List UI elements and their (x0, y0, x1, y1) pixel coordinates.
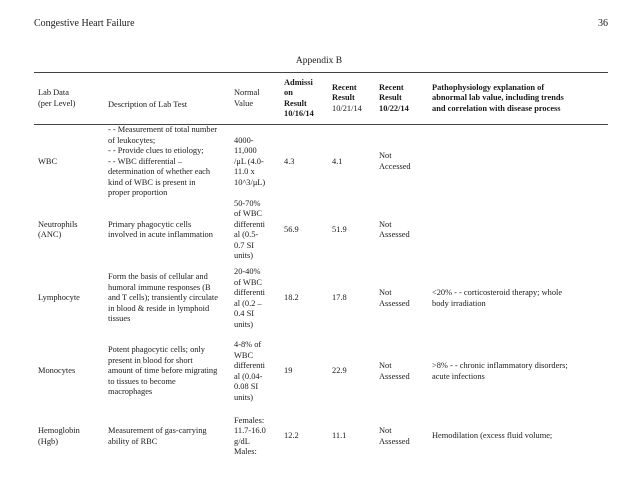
col-header-recent-2 (375, 73, 428, 125)
description-cell-line: amount of time before migrating (108, 366, 218, 376)
recent-result-2-cell (375, 408, 428, 466)
recent-result-2-cell-line: Assessed (379, 436, 410, 446)
pathophysiology-cell (428, 262, 608, 336)
pathophysiology-cell (428, 336, 608, 408)
normal-value-cell (230, 336, 280, 408)
recent-result-2-cell-line: Assessed (379, 371, 410, 381)
normal-value-cell (230, 262, 280, 336)
admission-result-cell: 18.2 (284, 293, 299, 303)
normal-value-cell-line: 0.4 SI (234, 309, 255, 318)
lab-name-cell-line: Monocytes (38, 366, 76, 376)
normal-value-cell-line: /μL (4.0- (234, 156, 264, 166)
col-header-text: Result (332, 93, 355, 103)
recent-result-2-cell-line: Not (379, 361, 392, 370)
description-cell (104, 336, 230, 408)
pathophysiology-cell (428, 199, 608, 262)
normal-value-cell-line: 11.0 x (234, 167, 255, 176)
col-header-text: Lab Data (38, 88, 69, 97)
lab-name-cell (34, 125, 104, 199)
recent-result-2-cell-line: Assessed (379, 298, 410, 308)
description-cell-line: of leukocytes; (108, 135, 156, 145)
col-header-normal (230, 73, 280, 125)
admission-result-cell: 4.3 (284, 156, 295, 166)
recent-result-1-cell: 22.9 (332, 366, 347, 376)
recent-result-1-cell: 17.8 (332, 293, 347, 303)
normal-value-cell-line: 0.08 SI (234, 382, 259, 391)
lab-data-table (34, 72, 608, 466)
lab-name-cell-line: Lymphocyte (38, 293, 80, 303)
normal-value-cell-line: WBC (234, 350, 254, 360)
lab-name-cell (34, 199, 104, 262)
col-header-text: 10/16/14 (284, 109, 314, 118)
description-cell-line: - - Measurement of total number (108, 125, 218, 134)
normal-value-cell-line: units) (234, 392, 254, 402)
recent-result-2-cell (375, 125, 428, 199)
normal-value-cell-line: of WBC (234, 277, 262, 287)
col-header-description: Description of Lab Test (104, 73, 230, 125)
col-header-text: Recent (379, 82, 404, 92)
normal-value-cell-line: differenti (234, 219, 266, 229)
col-header-recent-1 (328, 73, 375, 125)
description-cell-line: - - WBC differential – (108, 156, 183, 166)
normal-value-cell-line: al (0.04- (234, 371, 263, 381)
lab-name-cell-line: (ANC) (38, 230, 62, 239)
pathophysiology-cell-line: Hemodilation (excess fluid volume; (432, 431, 553, 441)
col-header-text: 10/22/14 (379, 103, 409, 113)
description-cell-line: Potent phagocytic cells; only (108, 345, 205, 355)
normal-value-cell-line: 20-40% (234, 267, 261, 276)
description-cell-line: ability of RBC (108, 436, 158, 446)
pathophysiology-cell-line: <20% - - corticosteroid therapy; whole (432, 288, 563, 297)
description-cell-line: macrophages (108, 387, 153, 397)
col-header-text: Admissi (284, 77, 313, 87)
description-cell-line: Measurement of gas-carrying (108, 426, 207, 435)
normal-value-cell-line: al (0.2 – (234, 298, 262, 308)
normal-value-cell-line: 50-70% (234, 198, 261, 208)
description-cell-line: and T cells); transiently circulate (108, 293, 218, 303)
normal-value-cell-line: differenti (234, 288, 266, 297)
normal-value-cell-line: 4000- (234, 135, 254, 145)
table-row (34, 125, 608, 199)
lab-name-cell (34, 408, 104, 466)
description-cell-line: present in blood for short (108, 355, 193, 365)
description-cell-line: in blood & reside in lymphoid (108, 303, 210, 313)
recent-result-2-cell (375, 336, 428, 408)
normal-value-cell-line: 10^3/μL) (234, 177, 266, 187)
normal-value-cell (230, 408, 280, 466)
col-header-text: (per Level) (38, 98, 76, 108)
col-header-text: Result (284, 98, 307, 108)
normal-value-cell-line: differenti (234, 361, 266, 370)
table-row (34, 199, 608, 262)
normal-value-cell (230, 199, 280, 262)
col-header-text: abnormal lab value, including trends (432, 93, 564, 103)
normal-value-cell-line: of WBC (234, 209, 262, 218)
recent-result-1-cell: 11.1 (332, 431, 347, 441)
normal-value-cell-line: 0.7 SI (234, 240, 255, 250)
description-cell-line: - - Provide clues to etiology; (108, 146, 204, 155)
col-header-text: Pathophysiology explanation of (432, 82, 545, 92)
pathophysiology-cell-line: >8% - - chronic inflammatory disorders; (432, 361, 568, 370)
col-header-text: Result (379, 93, 402, 103)
lab-name-cell-line: (Hgb) (38, 436, 59, 446)
normal-value-cell-line: al (0.5- (234, 230, 259, 239)
recent-result-2-cell-line: Not (379, 219, 392, 229)
col-header-text: on (284, 88, 293, 97)
description-cell (104, 199, 230, 262)
table-header-row (34, 73, 608, 125)
pathophysiology-cell (428, 125, 608, 199)
normal-value-cell-line: 11.7-16.0 (234, 426, 266, 435)
admission-result-cell: 12.2 (284, 431, 299, 441)
col-header-text: Recent (332, 82, 357, 92)
col-header-lab (34, 73, 104, 125)
description-cell (104, 262, 230, 336)
lab-name-cell-line: WBC (38, 156, 58, 166)
recent-result-1-cell: 51.9 (332, 224, 347, 234)
col-header-text: Normal (234, 88, 260, 97)
recent-result-2-cell-line: Not (379, 151, 392, 161)
col-header-text: and correlation with disease process (432, 103, 561, 113)
page-number: 36 (598, 18, 608, 29)
lab-name-cell-line: Hemoglobin (38, 426, 80, 435)
normal-value-cell-line: units) (234, 319, 254, 329)
recent-result-2-cell-line: Not (379, 426, 392, 435)
table-row (34, 408, 608, 466)
description-cell-line: humoral immune responses (B (108, 282, 211, 292)
normal-value-cell-line: Males: (234, 447, 257, 456)
description-cell-line: involved in acute inflammation (108, 230, 213, 239)
admission-result-cell: 19 (284, 366, 293, 376)
recent-result-2-cell (375, 262, 428, 336)
description-cell-line: Form the basis of cellular and (108, 272, 208, 282)
description-cell (104, 125, 230, 199)
description-cell-line: proper proportion (108, 188, 168, 197)
description-cell-line: kind of WBC is present in (108, 177, 196, 187)
normal-value-cell-line: Females: (234, 415, 265, 425)
col-header-text: 10/21/14 (332, 103, 362, 113)
pathophysiology-cell-line: acute infections (432, 371, 485, 381)
col-header-admission (280, 73, 328, 125)
normal-value-cell-line: 11,000 (234, 146, 257, 155)
col-header-text: Value (234, 98, 254, 108)
recent-result-2-cell-line: Assessed (379, 230, 410, 239)
table-row (34, 336, 608, 408)
lab-name-cell (34, 262, 104, 336)
lab-name-cell (34, 336, 104, 408)
normal-value-cell-line: 4-8% of (234, 340, 262, 349)
running-title: Congestive Heart Failure (34, 18, 135, 29)
col-header-pathophysiology (428, 73, 608, 125)
description-cell-line: determination of whether each (108, 167, 211, 176)
pathophysiology-cell (428, 408, 608, 466)
admission-result-cell: 56.9 (284, 224, 299, 234)
appendix-heading: Appendix B (295, 56, 343, 66)
recent-result-2-cell-line: Accessed (379, 161, 411, 171)
lab-name-cell-line: Neutrophils (38, 219, 78, 229)
description-cell-line: to tissues to become (108, 376, 176, 386)
normal-value-cell-line: g/dL (234, 436, 250, 446)
recent-result-2-cell (375, 199, 428, 262)
recent-result-1-cell: 4.1 (332, 156, 343, 166)
table-row (34, 262, 608, 336)
normal-value-cell-line: units) (234, 251, 254, 260)
description-cell-line: tissues (108, 314, 131, 324)
description-cell (104, 408, 230, 466)
recent-result-2-cell-line: Not (379, 288, 392, 297)
pathophysiology-cell-line: body irradiation (432, 298, 486, 308)
normal-value-cell (230, 125, 280, 199)
description-cell-line: Primary phagocytic cells (108, 219, 192, 229)
